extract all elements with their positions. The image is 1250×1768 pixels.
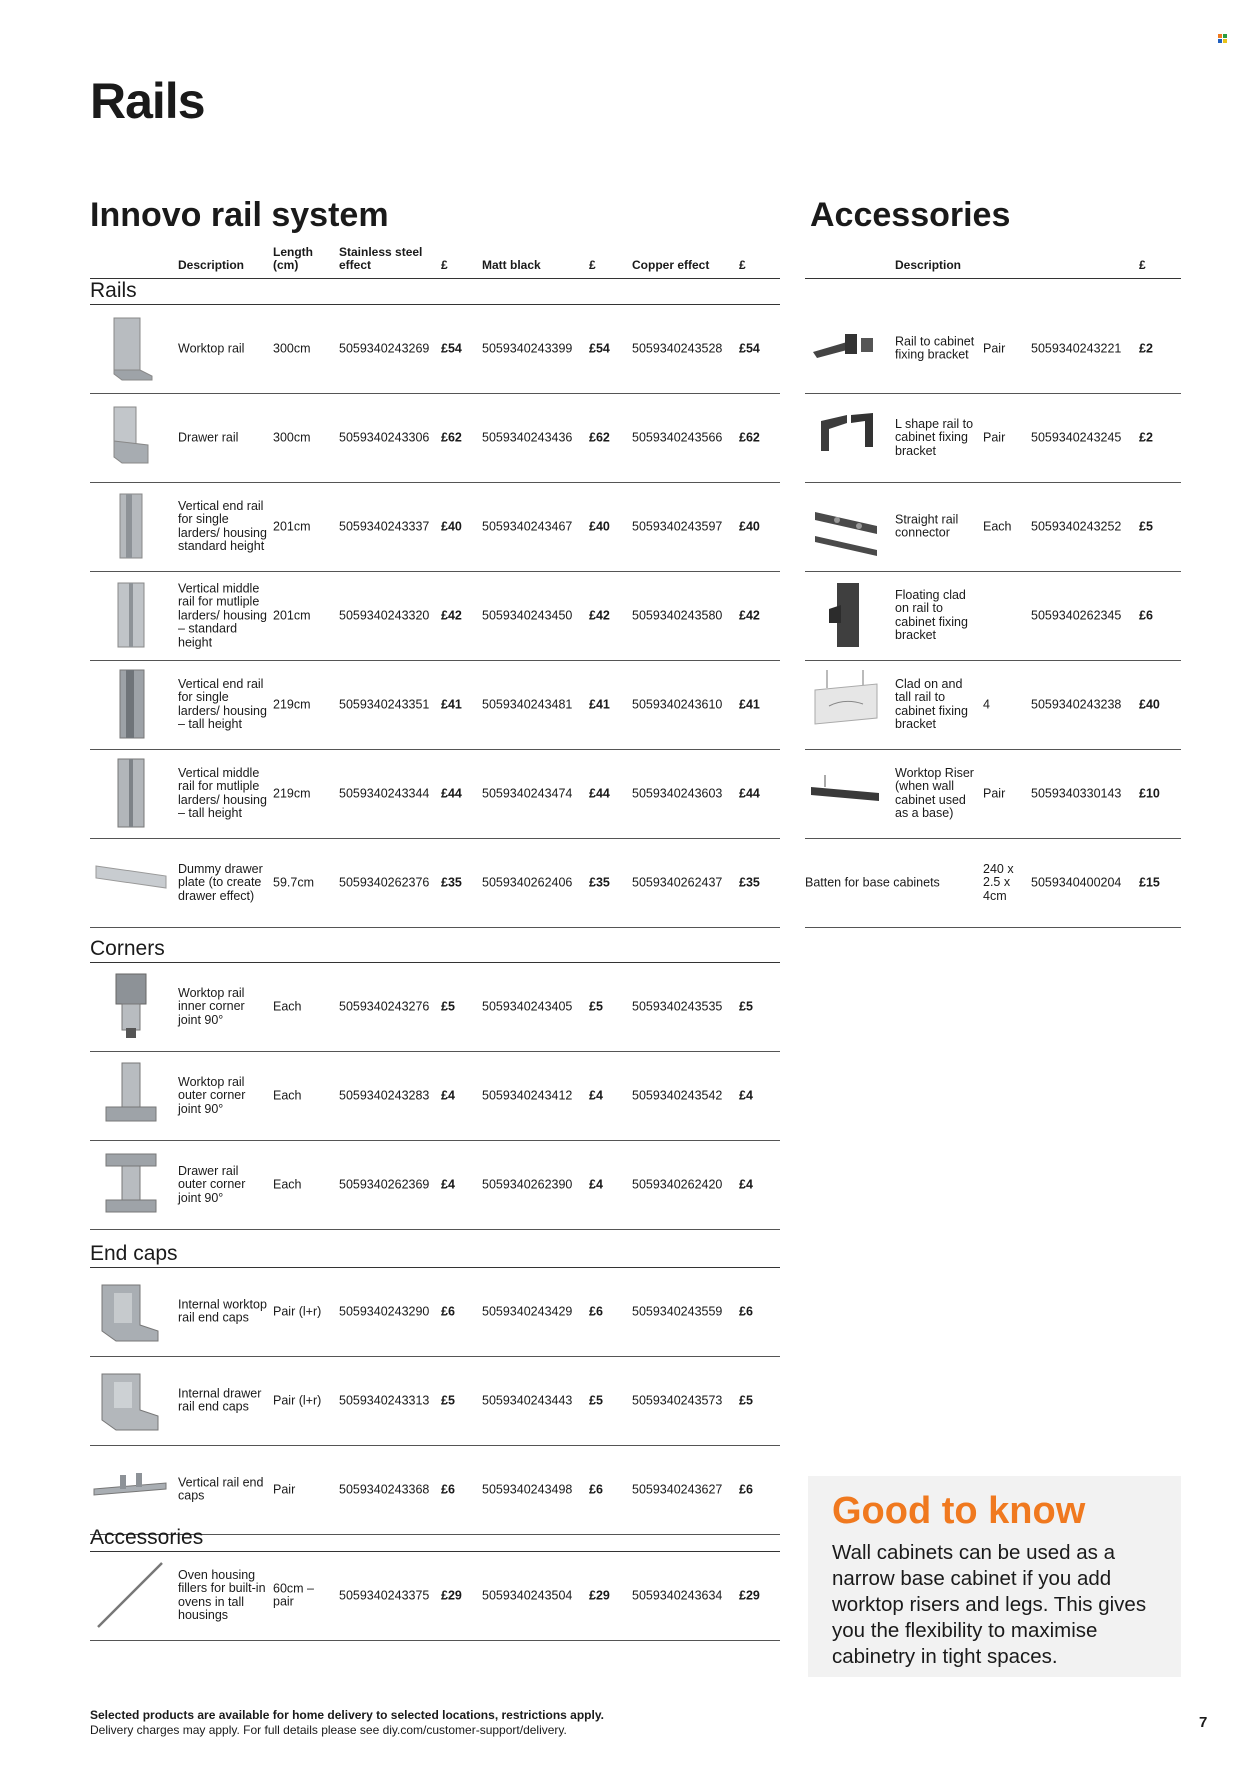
l-shape-bracket-icon [807, 401, 885, 473]
oven-filler-icon [92, 1559, 170, 1631]
row-description: Drawer rail outer corner joint 90° [178, 1163, 246, 1205]
row-length: 300cm [273, 340, 311, 355]
copper-code: 5059340243542 [632, 1087, 723, 1102]
matt-black-code: 5059340243399 [482, 340, 573, 355]
row-description: Internal worktop rail end caps [178, 1297, 267, 1325]
copper-price: £29 [739, 1587, 760, 1602]
group-title-2: End caps [90, 1242, 178, 1265]
header-acc-price: £ [1139, 258, 1146, 272]
stainless-code: 5059340243269 [339, 340, 430, 355]
accessory-description: Batten for base cabinets [805, 874, 940, 889]
floating-bracket-icon [807, 579, 885, 651]
matt-black-price: £62 [589, 429, 610, 444]
copper-price: £40 [739, 518, 760, 533]
accessory-code: 5059340400204 [1031, 874, 1122, 889]
accessory-row [805, 838, 1181, 928]
table-row [90, 1051, 780, 1141]
matt-black-code: 5059340243481 [482, 696, 573, 711]
table-row [90, 660, 780, 750]
header-length: Length (cm) [273, 245, 313, 272]
clad-tall-bracket-icon [807, 668, 885, 740]
stainless-code: 5059340243276 [339, 998, 430, 1013]
matt-black-code: 5059340243467 [482, 518, 573, 533]
table-row [90, 962, 780, 1052]
row-length: Each [273, 1087, 302, 1102]
matt-black-price: £5 [589, 998, 603, 1013]
vertical-middle-rail-icon [92, 579, 170, 651]
copper-code: 5059340243559 [632, 1303, 723, 1318]
accessory-price: £15 [1139, 874, 1160, 889]
inner-corner-joint-icon [92, 970, 170, 1042]
stainless-code: 5059340243351 [339, 696, 430, 711]
matt-black-code: 5059340243504 [482, 1587, 573, 1602]
copper-price: £6 [739, 1481, 753, 1496]
header-price-copper: £ [739, 258, 746, 272]
copper-code: 5059340243573 [632, 1392, 723, 1407]
stainless-code: 5059340243337 [339, 518, 430, 533]
matt-black-code: 5059340243474 [482, 785, 573, 800]
copper-price: £35 [739, 874, 760, 889]
copper-price: £4 [739, 1176, 753, 1191]
copper-price: £42 [739, 607, 760, 622]
accessory-code: 5059340243238 [1031, 696, 1122, 711]
header-price-matt: £ [589, 258, 596, 272]
row-description: Dummy drawer plate (to create drawer effect) [178, 861, 263, 903]
stainless-price: £5 [441, 998, 455, 1013]
copper-code: 5059340243610 [632, 696, 723, 711]
stainless-price: £5 [441, 1392, 455, 1407]
good-to-know-panel [808, 1476, 1181, 1677]
drawer-end-cap-icon [92, 1364, 170, 1436]
accessory-code: 5059340243245 [1031, 429, 1122, 444]
stainless-price: £4 [441, 1176, 455, 1191]
matt-black-price: £40 [589, 518, 610, 533]
worktop-end-cap-icon [92, 1275, 170, 1347]
row-description: Vertical end rail for single larders/ housing standard height [178, 498, 267, 553]
brand-logo-icon [1218, 34, 1227, 43]
matt-black-code: 5059340243405 [482, 998, 573, 1013]
stainless-price: £54 [441, 340, 462, 355]
header-matt-black: Matt black [482, 258, 541, 272]
accessory-row [805, 482, 1181, 572]
accessory-row [805, 393, 1181, 483]
header-stainless-steel: Stainless steel effect [339, 245, 423, 272]
accessory-row [805, 571, 1181, 661]
matt-black-price: £54 [589, 340, 610, 355]
stainless-code: 5059340243283 [339, 1087, 430, 1102]
matt-black-code: 5059340262406 [482, 874, 573, 889]
stainless-price: £6 [441, 1303, 455, 1318]
row-description: Drawer rail [178, 429, 239, 444]
copper-code: 5059340243603 [632, 785, 723, 800]
copper-code: 5059340243627 [632, 1481, 723, 1496]
copper-price: £5 [739, 1392, 753, 1407]
copper-code: 5059340243535 [632, 998, 723, 1013]
rail-table-header [90, 244, 780, 279]
row-length: Each [273, 998, 302, 1013]
copper-code: 5059340243634 [632, 1587, 723, 1602]
worktop-rail-icon [92, 312, 170, 384]
accessory-quantity: 240 x 2.5 x 4cm [983, 861, 1014, 903]
matt-black-price: £6 [589, 1303, 603, 1318]
table-row [90, 1445, 780, 1535]
stainless-price: £40 [441, 518, 462, 533]
row-description: Worktop rail [178, 340, 245, 355]
vertical-end-rail-icon [92, 490, 170, 562]
row-length: Pair [273, 1481, 296, 1496]
worktop-riser-icon [807, 757, 885, 829]
stainless-price: £44 [441, 785, 462, 800]
stainless-code: 5059340243344 [339, 785, 430, 800]
matt-black-code: 5059340243498 [482, 1481, 573, 1496]
matt-black-price: £42 [589, 607, 610, 622]
drawer-rail-icon [92, 401, 170, 473]
accessory-description: Rail to cabinet fixing bracket [895, 334, 975, 362]
table-row [90, 749, 780, 839]
accessory-description: Straight rail connector [895, 512, 959, 540]
accessory-price: £6 [1139, 607, 1153, 622]
vertical-end-cap-icon [92, 1453, 170, 1525]
vertical-end-rail-tall-icon [92, 668, 170, 740]
row-description: Vertical rail end caps [178, 1475, 264, 1503]
stainless-price: £4 [441, 1087, 455, 1102]
matt-black-price: £5 [589, 1392, 603, 1407]
table-row [90, 571, 780, 661]
matt-black-price: £41 [589, 696, 610, 711]
accessory-quantity: Pair [983, 429, 1006, 444]
stainless-code: 5059340243375 [339, 1587, 430, 1602]
group-title-0: Rails [90, 279, 137, 302]
accessory-code: 5059340243221 [1031, 340, 1122, 355]
vertical-middle-rail-tall-icon [92, 757, 170, 829]
matt-black-price: £35 [589, 874, 610, 889]
drawer-outer-corner-joint-icon [92, 1148, 170, 1220]
good-to-know-body: Wall cabinets can be used as a narrow base cabinet if you add worktop risers and legs. This gives you the flexibility to maximise cabinetry in tight spaces. [832, 1541, 1147, 1668]
footer-notes [90, 1708, 604, 1738]
row-description: Worktop rail outer corner joint 90° [178, 1074, 246, 1116]
stainless-price: £42 [441, 607, 462, 622]
accessory-description: Floating clad on rail to cabinet fixing bracket [895, 587, 968, 642]
outer-corner-joint-icon [92, 1059, 170, 1131]
page-title: Rails [90, 73, 205, 129]
accessory-code: 5059340330143 [1031, 785, 1122, 800]
header-copper: Copper effect [632, 258, 710, 272]
stainless-code: 5059340243368 [339, 1481, 430, 1496]
accessory-code: 5059340243252 [1031, 518, 1122, 533]
accessories-table-header [805, 244, 1181, 279]
accessory-price: £5 [1139, 518, 1153, 533]
accessory-price: £2 [1139, 340, 1153, 355]
stainless-price: £6 [441, 1481, 455, 1496]
accessory-description: Worktop Riser (when wall cabinet used as a base) [895, 765, 974, 820]
innovo-rail-system-title: Innovo rail system [90, 196, 389, 234]
row-length: 201cm [273, 607, 311, 622]
copper-price: £5 [739, 998, 753, 1013]
matt-black-price: £6 [589, 1481, 603, 1496]
row-description: Vertical middle rail for mutliple larders/ housing – tall height [178, 765, 267, 820]
row-length: Each [273, 1176, 302, 1191]
table-row [90, 1356, 780, 1446]
stainless-code: 5059340262369 [339, 1176, 430, 1191]
matt-black-code: 5059340243412 [482, 1087, 573, 1102]
fixing-bracket-icon [807, 312, 885, 384]
stainless-price: £41 [441, 696, 462, 711]
row-length: 60cm – pair [273, 1581, 314, 1609]
row-length: Pair (l+r) [273, 1303, 322, 1318]
row-description: Vertical middle rail for mutliple larders/ housing – standard height [178, 580, 267, 649]
row-description: Oven housing fillers for built-in ovens in tall housings [178, 1567, 266, 1622]
accessory-price: £10 [1139, 785, 1160, 800]
copper-code: 5059340243580 [632, 607, 723, 622]
row-description: Worktop rail inner corner joint 90° [178, 985, 245, 1027]
table-row [90, 1140, 780, 1230]
row-description: Internal drawer rail end caps [178, 1386, 262, 1414]
copper-code: 5059340243528 [632, 340, 723, 355]
accessory-description: Clad on and tall rail to cabinet fixing bracket [895, 676, 968, 731]
copper-code: 5059340262420 [632, 1176, 723, 1191]
stainless-code: 5059340243306 [339, 429, 430, 444]
matt-black-price: £29 [589, 1587, 610, 1602]
page-number: 7 [1199, 1714, 1208, 1731]
accessory-quantity: Each [983, 518, 1012, 533]
accessory-quantity: Pair [983, 785, 1006, 800]
footer-line-2: Delivery charges may apply. For full details please see diy.com/customer-support/delivery. [90, 1723, 567, 1737]
copper-code: 5059340243566 [632, 429, 723, 444]
matt-black-price: £4 [589, 1087, 603, 1102]
row-length: 219cm [273, 696, 311, 711]
straight-connector-icon [807, 490, 885, 562]
good-to-know-title: Good to know [832, 1490, 1086, 1532]
accessory-description: L shape rail to cabinet fixing bracket [895, 416, 974, 458]
table-row [90, 304, 780, 394]
table-row [90, 838, 780, 928]
table-row [90, 482, 780, 572]
row-description: Vertical end rail for single larders/ housing – tall height [178, 676, 267, 731]
matt-black-code: 5059340243436 [482, 429, 573, 444]
dummy-drawer-plate-icon [92, 846, 170, 918]
copper-price: £4 [739, 1087, 753, 1102]
header-acc-description: Description [895, 258, 962, 272]
copper-price: £44 [739, 785, 760, 800]
footer-line-1: Selected products are available for home delivery to selected locations, restrictions apply. [90, 1708, 604, 1722]
copper-price: £41 [739, 696, 760, 711]
matt-black-code: 5059340243443 [482, 1392, 573, 1407]
matt-black-code: 5059340262390 [482, 1176, 573, 1191]
matt-black-code: 5059340243450 [482, 607, 573, 622]
row-length: 201cm [273, 518, 311, 533]
matt-black-code: 5059340243429 [482, 1303, 573, 1318]
stainless-code: 5059340243313 [339, 1392, 430, 1407]
accessory-quantity: 4 [983, 696, 990, 711]
stainless-price: £62 [441, 429, 462, 444]
copper-code: 5059340243597 [632, 518, 723, 533]
group-title-3: Accessories [90, 1526, 204, 1549]
copper-price: £54 [739, 340, 760, 355]
accessory-price: £40 [1139, 696, 1160, 711]
table-row [90, 1267, 780, 1357]
copper-code: 5059340262437 [632, 874, 723, 889]
group-title-1: Corners [90, 937, 165, 960]
copper-price: £62 [739, 429, 760, 444]
stainless-price: £35 [441, 874, 462, 889]
accessory-price: £2 [1139, 429, 1153, 444]
row-length: 219cm [273, 785, 311, 800]
row-length: 59.7cm [273, 874, 314, 889]
matt-black-price: £44 [589, 785, 610, 800]
header-price-stainless: £ [441, 258, 448, 272]
table-row [90, 393, 780, 483]
header-description: Description [178, 258, 245, 272]
copper-price: £6 [739, 1303, 753, 1318]
accessory-quantity: Pair [983, 340, 1006, 355]
stainless-price: £29 [441, 1587, 462, 1602]
stainless-code: 5059340262376 [339, 874, 430, 889]
accessory-row [805, 749, 1181, 839]
stainless-code: 5059340243290 [339, 1303, 430, 1318]
matt-black-price: £4 [589, 1176, 603, 1191]
stainless-code: 5059340243320 [339, 607, 430, 622]
accessories-title: Accessories [810, 196, 1011, 234]
table-row [90, 1551, 780, 1641]
row-length: 300cm [273, 429, 311, 444]
row-length: Pair (l+r) [273, 1392, 322, 1407]
accessory-code: 5059340262345 [1031, 607, 1122, 622]
accessory-row [805, 304, 1181, 394]
accessory-row [805, 660, 1181, 750]
